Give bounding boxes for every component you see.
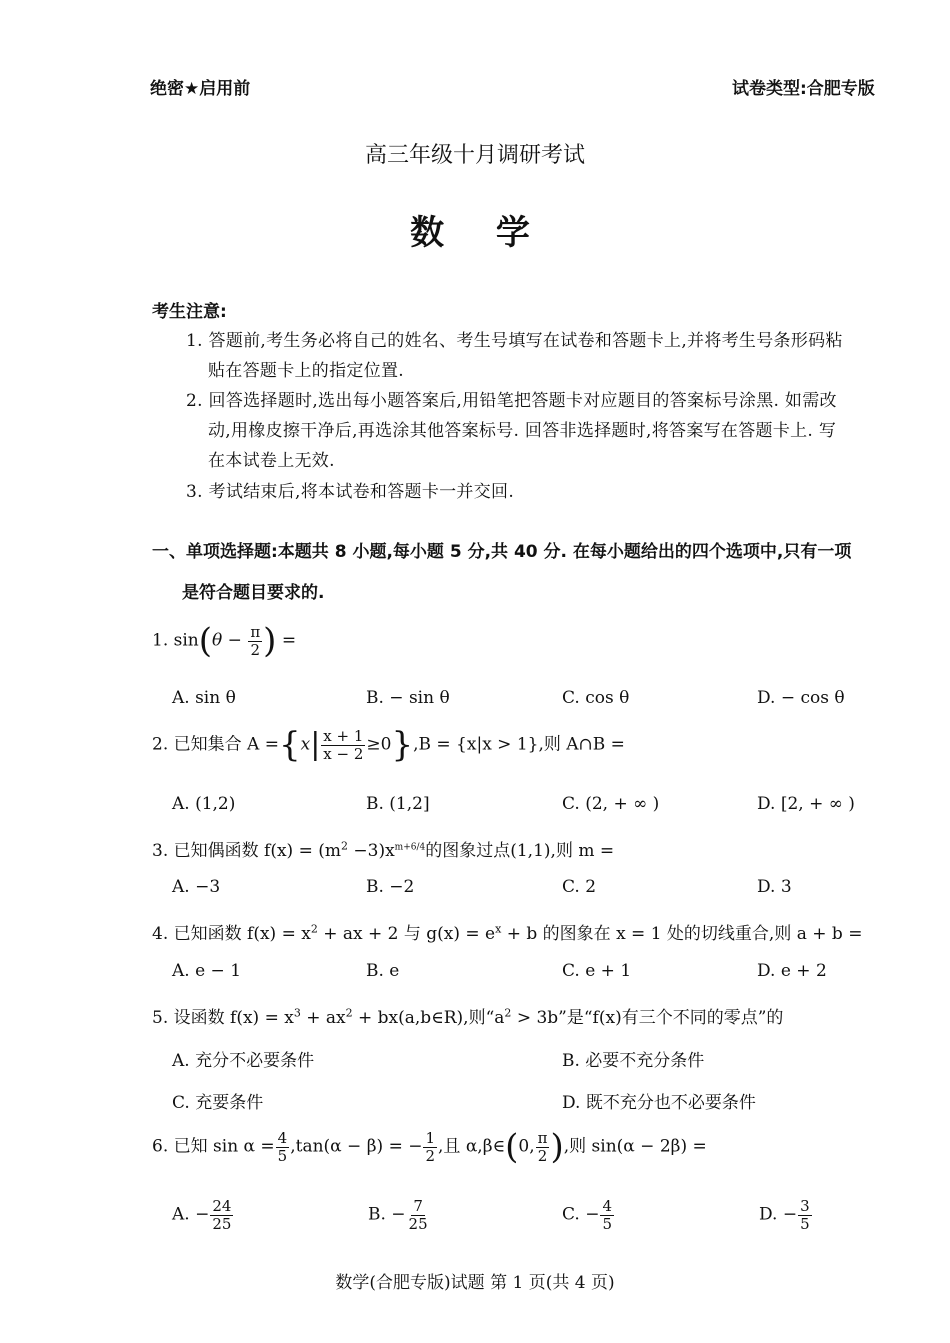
q3-option-b: B. −2 <box>366 877 415 897</box>
q3-option-a: A. −3 <box>172 877 221 897</box>
q5-option-c: C. 充要条件 <box>172 1093 264 1113</box>
question-1: 1. sin(θ − $\frac{\pi}{2}$ ) = <box>152 621 297 661</box>
q4-option-b: B. e <box>366 961 400 981</box>
question-4: 4. 已知函数 $f(x) = x^2$ + ax + 2 与 $g(x) = e^x + b$ 的图象在 x = 1 处的切线重合,则 a + b = <box>152 922 863 944</box>
page-footer: 数学(合肥专版)试题 第 1 页(共 4 页) <box>335 1273 615 1293</box>
q4-option-d: D. e + 2 <box>757 961 827 981</box>
q6-option-a: A. − $\frac{24}{25}$ <box>172 1197 232 1233</box>
q1-option-b: B. − sin θ <box>366 688 450 708</box>
section-heading: 一、单项选择题:本题共 8 小题,每小题 5 分,共 40 分. 在每小题给出的四个选项中,只有一项 <box>152 542 852 562</box>
q6-option-d: D. − $\frac{3}{5}$ <box>759 1197 810 1233</box>
notice-line: 2. 回答选择题时,选出每小题答案后,用铅笔把答题卡对应题目的答案标号涂黑. 如需改 <box>186 391 837 411</box>
notice-line: 贴在答题卡上的指定位置. <box>208 361 405 381</box>
question-6: 6. 已知 sin α = $\frac{4}{5}$ ,tan(α − β) = − $\frac{1}{2}$ ,且 α,β∈(0, $\frac{\pi}{2}$ ),则 sin(α − 2β) = <box>152 1127 707 1167</box>
question-5: 5. 设函数 $f(x) = x^3 + ax^2$ + bx(a,b∈R),则“$a^2 > 3b$”是“f(x)有三个不同的零点”的 <box>152 1006 784 1028</box>
q4-option-a: A. e − 1 <box>172 961 242 981</box>
paper-type-label: 试卷类型:合肥专版 <box>732 79 875 99</box>
question-3: 3. 已知偶函数 $f(x) = (m^2 -3)x^{m+6/4}$的图象过点(1,1),则 m = <box>152 839 615 861</box>
q5-option-a: A. 充分不必要条件 <box>172 1051 315 1071</box>
notice-line: 动,用橡皮擦干净后,再选涂其他答案标号. 回答非选择题时,将答案写在答题卡上. 写 <box>208 421 837 441</box>
q1-option-a: A. sin θ <box>172 688 236 708</box>
subject-title: 数 学 <box>410 213 550 253</box>
q6-option-b: B. − $\frac{7}{25}$ <box>368 1197 428 1233</box>
notice-line: 3. 考试结束后,将本试卷和答题卡一并交回. <box>186 482 515 502</box>
q1-option-c: C. cos θ <box>562 688 630 708</box>
question-2: 2. 已知集合 A ={x| $\frac{x + 1}{x - 2}$ ≥0},B = {x|x > 1},则 A∩B = <box>152 725 625 765</box>
confidential-label: 绝密★启用前 <box>150 79 251 99</box>
q2-option-c: C. (2, + ∞ ) <box>562 794 660 814</box>
exam-title: 高三年级十月调研考试 <box>364 143 585 168</box>
q6-option-c: C. − $\frac{4}{5}$ <box>562 1197 612 1233</box>
notice-line: 1. 答题前,考生务必将自己的姓名、考生号填写在试卷和答题卡上,并将考生号条形码粘 <box>186 331 843 351</box>
notice-heading: 考生注意: <box>152 302 227 322</box>
q5-option-b: B. 必要不充分条件 <box>562 1051 705 1071</box>
section-heading-cont: 是符合题目要求的. <box>182 583 325 603</box>
q5-option-d: D. 既不充分也不必要条件 <box>562 1093 756 1113</box>
notice-line: 在本试卷上无效. <box>208 451 335 471</box>
q2-option-d: D. [2, + ∞ ) <box>757 794 855 814</box>
q4-option-c: C. e + 1 <box>562 961 632 981</box>
q3-option-c: C. 2 <box>562 877 597 897</box>
q2-option-b: B. (1,2] <box>366 794 430 814</box>
q1-option-d: D. − cos θ <box>757 688 845 708</box>
q3-option-d: D. 3 <box>757 877 792 897</box>
q2-option-a: A. (1,2) <box>172 794 236 814</box>
